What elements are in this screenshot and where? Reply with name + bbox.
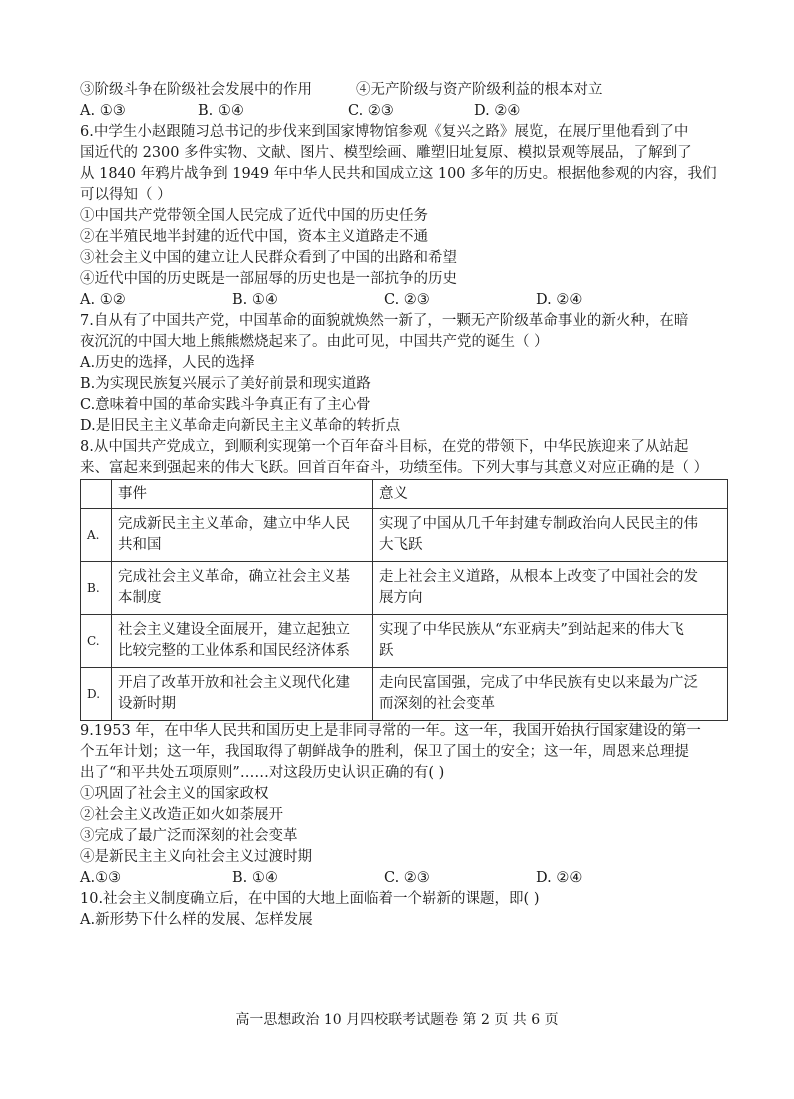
q8-row-meaning-line: 展方向 (379, 590, 423, 606)
q9-item-1: ①巩固了社会主义的国家政权 (80, 786, 269, 802)
q8-table-row (81, 668, 728, 721)
q8-table-row (81, 615, 728, 668)
q8-table-header-row (81, 480, 728, 509)
q8-header-event: 事件 (112, 480, 373, 509)
q5-item-4: ④无产阶级与资产阶级利益的根本对立 (356, 82, 603, 98)
q5-options (80, 101, 730, 122)
q9-options (80, 868, 730, 889)
q9-item-4: ④是新民主主义向社会主义过渡时期 (80, 849, 312, 865)
q7-choice-a: A.历史的选择，人民的选择 (80, 355, 255, 371)
q8-header-meaning: 意义 (373, 480, 728, 509)
q8-row-event-line: 开启了改革开放和社会主义现代化建 (118, 675, 350, 691)
q6-item-4: ④近代中国的历史既是一部屈辱的历史也是一部抗争的历史 (80, 271, 457, 287)
q6-stem-line: 6.中学生小赵跟随习总书记的步伐来到国家博物馆参观《复兴之路》展览，在展厅里他看到了中 (80, 124, 689, 140)
q8-row-meaning (373, 668, 728, 721)
q8-row-meaning-line: 走上社会主义道路，从根本上改变了中国社会的发 (379, 569, 698, 585)
q6-stem-line: 从 1840 年鸦片战争到 1949 年中华人民共和国成立这 100 多年的历史。根据他参观的内容，我们 (80, 166, 717, 182)
exam-page (80, 80, 730, 931)
q9-item-3: ③完成了最广泛而深刻的社会变革 (80, 828, 298, 844)
q7-stem-line: 夜沉沉的中国大地上熊熊燃烧起来了。由此可见，中国共产党的诞生（ ） (80, 334, 549, 350)
q9-option-a: A.①③ (80, 870, 122, 886)
q10-choice-a: A.新形势下什么样的发展、怎样发展 (80, 912, 313, 928)
q8-row-meaning-line: 走向民富国强，完成了中华民族有史以来最为广泛 (379, 675, 698, 691)
q6-option-b: B. ①④ (232, 292, 278, 308)
q5-option-b: B. ①④ (198, 103, 244, 119)
q6-stem-line: 国近代的 2300 多件实物、文献、图片、模型绘画、雕塑旧址复原、模拟景观等展品，了解到了 (80, 145, 692, 161)
q5-items (80, 80, 730, 101)
q8-row-meaning-line: 实现了中国从几千年封建专制政治向人民民主的伟 (379, 516, 698, 532)
q6-option-a: A. ①② (80, 292, 126, 308)
q6-stem-line: 可以得知（ ） (80, 187, 172, 203)
q8-row-meaning-line: 而深刻的社会变革 (379, 696, 495, 712)
q9-option-d: D. ②④ (536, 870, 583, 886)
q8-row-meaning (373, 615, 728, 668)
q5-item-3: ③阶级斗争在阶级社会发展中的作用 (80, 82, 312, 98)
q7-choice-b: B.为实现民族复兴展示了美好前景和现实道路 (80, 376, 371, 392)
q8-row-meaning-line: 跃 (379, 643, 394, 659)
q8-row-event-line: 设新时期 (118, 696, 176, 712)
q9-stem-line: 9.1953 年，在中华人民共和国历史上是非同寻常的一年。这一年，我国开始执行国家建设的第一 (80, 723, 701, 739)
q7-stem-line: 7.自从有了中国共产党，中国革命的面貌就焕然一新了，一颗无产阶级革命事业的新火种，在暗 (80, 313, 689, 329)
q9-stem-line: 个五年计划；这一年，我国取得了朝鲜战争的胜利，保卫了国土的安全；这一年，周恩来总理提 (80, 744, 689, 760)
q8-row-event-line: 完成社会主义革命，确立社会主义基 (118, 569, 350, 585)
q8-row-letter: A. (81, 509, 112, 562)
q6-option-c: C. ②③ (384, 292, 430, 308)
q9-option-c: C. ②③ (384, 870, 430, 886)
q6-item-1: ①中国共产党带领全国人民完成了近代中国的历史任务 (80, 208, 428, 224)
q8-row-event-line: 本制度 (118, 590, 162, 606)
page-footer: 高一思想政治 10 月四校联考试题卷 第 2 页 共 6 页 (235, 1012, 559, 1028)
q8-row-meaning-line: 实现了中华民族从“东亚病夫”到站起来的伟大飞 (379, 622, 684, 638)
q8-row-meaning-line: 大飞跃 (379, 537, 423, 553)
q5-option-d: D. ②④ (474, 103, 521, 119)
q5-option-c: C. ②③ (348, 103, 394, 119)
q9-option-b: B. ①④ (232, 870, 278, 886)
q6-item-3: ③社会主义中国的建立让人民群众看到了中国的出路和希望 (80, 250, 457, 266)
q8-row-event-line: 社会主义建设全面展开，建立起独立 (118, 622, 350, 638)
q8-row-event-line: 共和国 (118, 537, 162, 553)
q9-item-2: ②社会主义改造正如火如荼展开 (80, 807, 283, 823)
q10-stem-line: 10.社会主义制度确立后，在中国的大地上面临着一个崭新的课题，即( ) (80, 891, 540, 907)
q6-options (80, 290, 730, 311)
q8-table-row (81, 562, 728, 615)
q8-stem-line: 8.从中国共产党成立，到顺利实现第一个百年奋斗目标，在党的带领下，中华民族迎来了从站起 (80, 439, 689, 455)
q8-row-letter: C. (81, 615, 112, 668)
q6-item-2: ②在半殖民地半封建的近代中国，资本主义道路走不通 (80, 229, 428, 245)
q8-table-row (81, 509, 728, 562)
q8-row-meaning (373, 509, 728, 562)
q6-option-d: D. ②④ (536, 292, 583, 308)
q8-row-event (112, 509, 373, 562)
q5-option-a: A. ①③ (80, 103, 126, 119)
q8-stem-line: 来、富起来到强起来的伟大飞跃。回首百年奋斗，功绩至伟。下列大事与其意义对应正确的是（ ） (80, 460, 709, 476)
q8-row-event-line: 比较完整的工业体系和国民经济体系 (118, 643, 350, 659)
q8-row-meaning (373, 562, 728, 615)
q8-row-letter: D. (81, 668, 112, 721)
q8-table (80, 479, 728, 721)
q7-choice-d: D.是旧民主主义革命走向新民主主义革命的转折点 (80, 418, 401, 434)
q8-row-letter: B. (81, 562, 112, 615)
q8-row-event-line: 完成新民主主义革命，建立中华人民 (118, 516, 350, 532)
q8-row-event (112, 668, 373, 721)
q8-header-blank (81, 480, 112, 509)
q8-row-event (112, 615, 373, 668)
q8-row-event (112, 562, 373, 615)
q7-choice-c: C.意味着中国的革命实践斗争真正有了主心骨 (80, 397, 371, 413)
q9-stem-line: 出了“和平共处五项原则”……对这段历史认识正确的有( ) (80, 765, 445, 781)
